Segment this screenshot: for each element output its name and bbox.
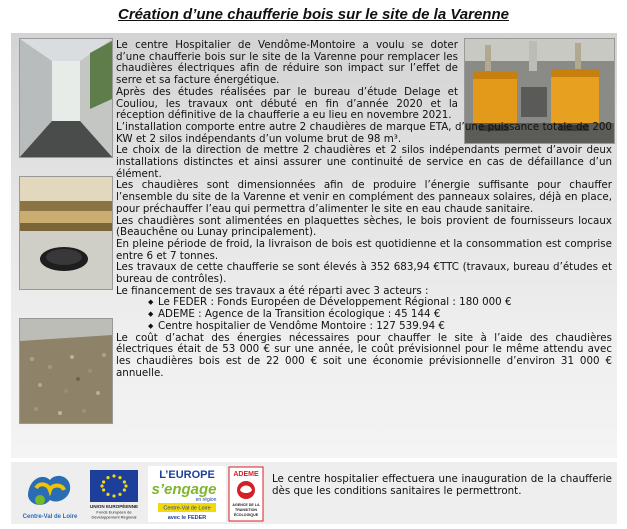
paragraph-studies: Après des études réalisées par le bureau d’étude Delage et Couliou, les travaux ont débuté en fin d’année 2020 et la réception définitive de la chaufferie a eu lieu en novembre 2021.	[116, 85, 458, 122]
inauguration-note: Le centre hospitalier effectuera une inauguration de la chaufferie dès que les conditions sanitaires le permettront.	[272, 473, 612, 497]
europe-logo-line2: s’engage	[151, 481, 217, 498]
paragraph-installation: L’installation comporte entre autre 2 chaudières de marque ETA, d’une puissance totale de 200 KW et 2 silos indépendants d’un volume brut de 98 m³.	[116, 120, 612, 145]
paragraph-savings: Le coût d’achat des énergies nécessaires pour chauffer le site à l’aide des chaudières électriques était de 53 000 € sur une année, le coût prévisionnel pour le même attendu avec les chaudières bois est de 22 000 € soit une économie prévisionnelle d’environ 31 000 € annuelle.	[116, 331, 612, 379]
funder-item-ademe: ◆ ADEME : Agence de la Transition écologique : 45 144 €	[148, 309, 612, 321]
funder-item-feder: ◆ Le FEDER : Fonds Européen de Développement Régional : 180 000 €	[148, 297, 612, 309]
europe-logo-line3: en région	[195, 497, 217, 503]
paragraph-choice: Le choix de la direction de mettre 2 chaudières et 2 silos indépendants permet d’avoir deux installations distinctes et ainsi assurer une continuité de service en cas de défaillance d’un élément.	[116, 144, 612, 180]
ademe-logo-line3: ÉCOLOGIQUE	[233, 513, 259, 517]
wood-chips-photo	[19, 318, 113, 424]
ademe-logo-line1: AGENCE DE LA	[232, 503, 260, 507]
europe-logo-line5: avec le FEDER	[167, 515, 207, 521]
ademe-logo-name: ADEME	[233, 471, 259, 478]
eu-logo-line2: Fonds Européen de	[96, 509, 132, 515]
europe-logo-line1: L’EUROPE	[159, 469, 215, 481]
paragraph-delivery: En pleine période de froid, la livraison de bois est quotidienne et la consommation est comprise entre 6 et 7 tonnes.	[116, 237, 612, 262]
eu-logo-line1: UNION EUROPÉENNE	[89, 504, 139, 509]
paragraph-sizing: Les chaudières sont dimensionnées afin de produire l’énergie suffisante pour chauffer l’ensemble du site de la Varenne et venir en complément des panneaux solaires, déjà en place, pour préchauffer l’eau qui permettra d’alimenter le site en eau chaude sanitaire.	[116, 179, 612, 215]
europe-logo-line4: Centre-Val de Loire	[163, 505, 211, 512]
ademe-logo	[228, 466, 264, 522]
funder-item-hospital: ◆ Centre hospitalier de Vendôme Montoire : 127 539.94 €	[148, 321, 612, 333]
ademe-logo-line2: TRANSITION	[235, 508, 257, 512]
eu-logo-line3: Développement Régional	[91, 514, 137, 520]
building-exterior-photo	[19, 38, 113, 158]
paragraph-funding: Le financement de ses travaux a été réparti avec 3 acteurs :	[116, 284, 429, 297]
article-title: Création d’une chaufferie bois sur le site de la Varenne	[118, 6, 509, 23]
europe-sengage-logo	[148, 466, 226, 522]
region-centre-val-de-loire-logo	[20, 466, 80, 522]
region-logo-label: Centre-Val de Loire	[22, 514, 78, 520]
funders-list	[116, 297, 612, 332]
european-union-logo	[84, 466, 144, 522]
wood-silo-photo	[19, 176, 113, 290]
article-body	[116, 40, 612, 379]
paragraph-supply: Les chaudières sont alimentées en plaquettes sèches, le bois provient de fournisseurs locaux (Beauchêne ou Lunay principalement).	[116, 214, 612, 239]
paragraph-intro: Le centre Hospitalier de Vendôme-Montoire a voulu se doter d’une chaufferie bois sur le site de la Varenne pour remplacer les chaudières électriques afin de réduire son impact sur l’effet de serre et sa facture énergétique.	[116, 39, 458, 87]
paragraph-cost: Les travaux de cette chaufferie se sont élevés à 352 683,94 €TTC (travaux, bureau d’études et bureau de contrôles).	[116, 261, 612, 286]
